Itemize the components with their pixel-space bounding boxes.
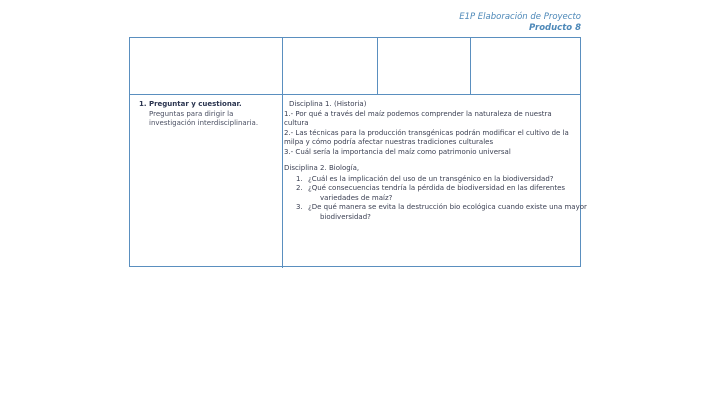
discipline-1-line-3: 2.- Las técnicas para la producción transgénicas podrán modificar el cultivo de la [284, 128, 569, 137]
list-item [296, 175, 576, 185]
discipline-1-line-4: milpa y cómo podría afectar nuestras tradiciones culturales [284, 138, 494, 146]
list-item [296, 203, 587, 213]
list-item-continuation: biodiversidad? [320, 212, 371, 221]
list-item-number: 3. [296, 203, 303, 211]
answers-cell [284, 100, 587, 222]
question-number: 1. [139, 100, 147, 108]
list-item [296, 184, 576, 194]
list-item-text: ¿Cuál es la implicación del uso de un transgénico en la biodiversidad? [308, 174, 554, 183]
list-item-number: 2. [296, 184, 303, 192]
question-cell [139, 100, 279, 129]
discipline-1-title: Disciplina 1. (Historia) [289, 100, 367, 108]
discipline-1-line-5: 3.- Cuál sería la importancia del maíz como patrimonio universal [284, 147, 511, 156]
question-desc-line-1: Preguntas para dirigir la [149, 109, 234, 118]
discipline-1-line-1: 1.- Por qué a través del maíz podemos comprender la naturaleza de nuestra [284, 109, 552, 118]
discipline-2-list [284, 174, 587, 223]
header-title: E1P Elaboración de Proyecto [459, 12, 581, 22]
list-item-text: ¿Qué consecuencias tendría la pérdida de biodiversidad en las diferentes [308, 184, 566, 192]
list-item-number: 1. [296, 174, 303, 183]
document-header [459, 12, 581, 34]
question-desc-line-2: investigación interdisciplinaria. [149, 119, 259, 127]
table-divider-top-2 [377, 38, 378, 94]
question-heading [139, 100, 279, 110]
project-table [129, 37, 587, 267]
header-subtitle: Producto 8 [529, 23, 581, 33]
discipline-1-line-2: cultura [284, 119, 309, 127]
question-title: Preguntar y cuestionar. [148, 100, 242, 108]
table-divider-top-3 [470, 38, 471, 94]
table-divider-main [282, 38, 283, 268]
table-row-divider [130, 94, 580, 95]
list-item-continuation: variedades de maíz? [320, 193, 393, 202]
discipline-2-title: Disciplina 2. Biología, [284, 164, 360, 172]
list-item-text: ¿De qué manera se evita la destrucción bio ecológica cuando existe una mayor [308, 203, 587, 211]
